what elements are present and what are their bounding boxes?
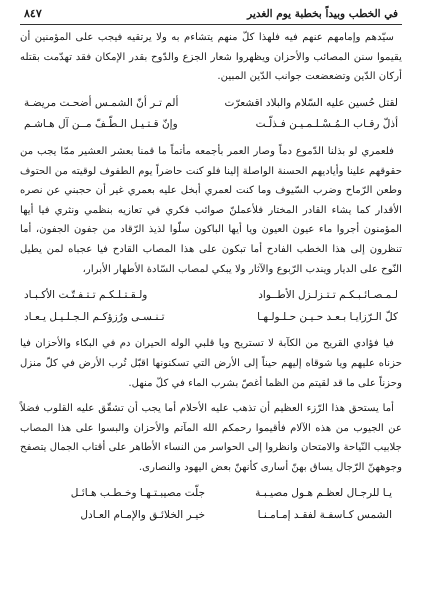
paragraph: فلعمري لو بذلنا الدّموع دماً وصار العمر بأجمعه مأتماً ما قمنا بعشر العشير ممّا يجب من حقوقهم علينا وأياديهم الحسنة الواصلة إلينا فلو كنت حاضراً يوم الطفوف لوقيته من الحتوف وطعن الرّماح وضرب السّيوف وما كنت لعمري أبخل عليه بعمري غير أن حجبني عن نصره الأقدار كما يشاء القادر المختار فلأعملنّ صوائب فكري في تعازيه بنظمي ونثري فيا أيها المؤمنون أجروا ماء عيون العيون ويا أيها الباكون سلّوا لذيذ الرّقاد من جفون الجفون، أما تنظرون إلى هذا الخطب الفادح أما تبكون على هذا المصاب القادح فيا عجباه لمن يطيل النّوح على الديار ويندب الرّبوع والآثار ولا يبكي لمصاب السّادة الأطهار الأبرار،	[20, 145, 402, 275]
poem-hemistich: يـا للرجـال لعظـم هـول مصيـبـة	[255, 487, 392, 500]
poem-line	[20, 505, 402, 527]
poem-hemistich: ولـقـتـلـكـم تـتـفـتّـت الأكـبـاد	[24, 289, 148, 302]
poem-hemistich: وإنّ قـتـيـل الـطّـفّ مــن آل هـاشـم	[24, 118, 178, 131]
page-content	[20, 28, 402, 533]
poem-hemistich: ألم تـر أنّ الشمـس أضحـت مريضـة	[24, 96, 179, 109]
poem-line	[20, 307, 402, 329]
poem-hemistich: تـنـسـى ورُزؤكـم الـجـلـيـل يـعـاد	[24, 310, 165, 323]
poem-hemistich: لقتل حُسين عليه السّلام والبلاد اقشعرّت	[224, 96, 398, 109]
poem-hemistich: جلّت مصيبـتـهـا وخـطـب هـائـل	[70, 487, 205, 500]
poem-line	[20, 483, 402, 505]
poem-line	[20, 114, 402, 136]
poem-hemistich: أذلّ رقـاب الـمُـسْـلـمـيـن فـذلّـت	[255, 118, 398, 131]
poem-hemistich: لـمـصـائـبـكـم تـتـزلـزل الأطــواد	[258, 289, 398, 302]
poem-hemistich: كلّ الـرّزايـا بـعـد حـيـن حـلـولـهـا	[257, 310, 398, 323]
page-number: ٨٤٧	[24, 7, 42, 20]
poem-hemistich: الشمس كـاسفـة لفقـد إمـامـنـا	[257, 509, 392, 522]
running-header	[20, 6, 402, 25]
paragraph: أما يستحق هذا الرّزء العظيم أن تذهب عليه الأحلام أما يجب أن تشقّق عليه القلوب فضلاً عن الجيوب من هذه الآلام فأقيموا رحمكم الله المآتم والأحزان والبسوا على هذا المصاب جلابيب النّياحة والامتحان وانظروا إلى الحواسر من النساء الأطاهر على أقتاب الجمال يتصفح وجوههنّ الرّجال يساق بهنّ أسارى كأنهنّ بعض اليهود والنصارى.	[20, 403, 402, 473]
poem-block	[20, 285, 402, 328]
paragraph: فيا فؤادي القريح من الكآبة لا تستريح ويا قلبي الوله الحيران دم في البكاء والأحزان فيا حزناه عليهم ويا شوقاه إليهم حيناً إلى الأرض التي تسكنونها اقبّل تُرب الأرض في كلّ منزل وحزناً على ما قد لقيتم من الظما أغصّ بشرب الماء في كلّ منهل.	[20, 338, 402, 389]
poem-block	[20, 93, 402, 136]
poem-block	[20, 483, 402, 526]
poem-line	[20, 93, 402, 115]
paragraph: سيّدهم وإمامهم عنهم فيه فلهذا كلّ منهم يتشاءم به ولا يرتقيه فيجب على المؤمنين أن يقيموا سنن المصائب والأحزان ويظهروا شعار الجزع والدّوح بقدر الإمكان فقد تهدّمت بقتله أركان الدّين وتضعضعت جوانب الدّين المبين.	[20, 32, 402, 83]
header-title: في الخطب وبيداً بخطبة يوم الغدير	[247, 8, 398, 20]
poem-hemistich: خيـر الخلائـق والإمـام العـادل	[80, 509, 205, 522]
poem-line	[20, 285, 402, 307]
